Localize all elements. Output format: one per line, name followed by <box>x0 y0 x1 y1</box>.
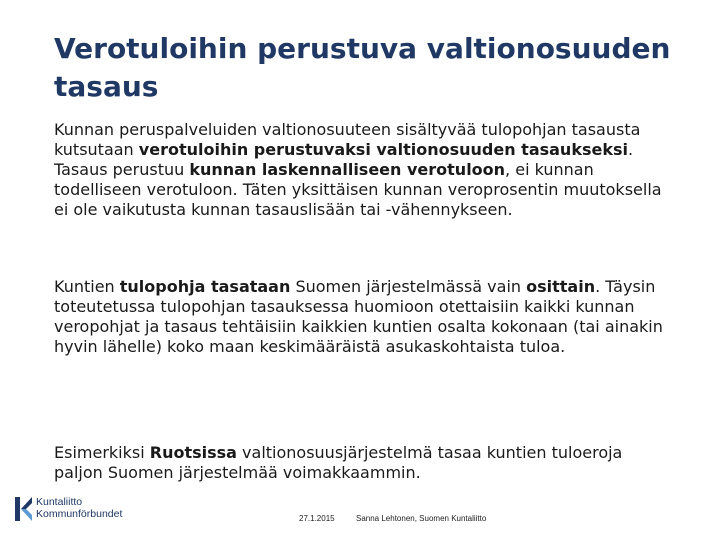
text-run: valtionosuusjärjestelmä tasaa kuntien tuloeroja paljon Suomen järjestelmää voimakkaammin. <box>54 443 623 482</box>
bold-text-run: tulopohja tasataan <box>119 277 291 296</box>
bold-text-run: osittain <box>526 277 596 296</box>
kuntaliitto-logo-icon <box>12 494 36 524</box>
kuntaliitto-logo <box>12 494 152 526</box>
bold-text-run: Ruotsissa <box>149 443 237 462</box>
text-run: , ei kunnan todelliseen verotuloon. Täten yksittäisen kunnan veroprosentin muutoksella ei ole vaikutusta kunnan tasauslisään tai -vähennykseen. <box>54 160 662 219</box>
paragraph-2 <box>54 277 674 357</box>
bold-text-run: kunnan laskennalliseen verotuloon <box>189 160 506 179</box>
bold-text-run: verotuloihin perustuvaksi valtionosuuden tasaukseksi <box>138 140 628 159</box>
logo-text <box>36 496 122 520</box>
slide-title: Verotuloihin perustuva valtionosuuden tasaus <box>54 32 671 103</box>
text-run: . Täysin toteutetussa tulopohjan tasauksessa huomioon otettaisiin kaikki kunnan veropohjat ja tasaus tehtäisiin kaikkien kuntien osalta kokonaan (tai ainakin hyvin lähelle) koko maan keskimääräistä asukaskohtaista tuloa. <box>54 277 663 356</box>
logo-line-1: Kuntaliitto <box>36 496 83 508</box>
logo-line-2: Kommunförbundet <box>36 508 123 520</box>
paragraph-1 <box>54 120 674 220</box>
text-run: . Tasaus perustuu <box>54 140 634 179</box>
text-run: Esimerkiksi <box>54 443 150 462</box>
paragraph-3 <box>54 443 674 483</box>
text-run: Suomen järjestelmässä vain <box>290 277 527 296</box>
text-run: Kuntien <box>54 277 120 296</box>
text-run: Kunnan peruspalveluiden valtionosuuteen sisältyvää tulopohjan tasausta kutsutaan <box>54 120 641 159</box>
footer-date: 27.1.2015 <box>299 514 335 523</box>
footer-author: Sanna Lehtonen, Suomen Kuntaliitto <box>356 514 487 523</box>
